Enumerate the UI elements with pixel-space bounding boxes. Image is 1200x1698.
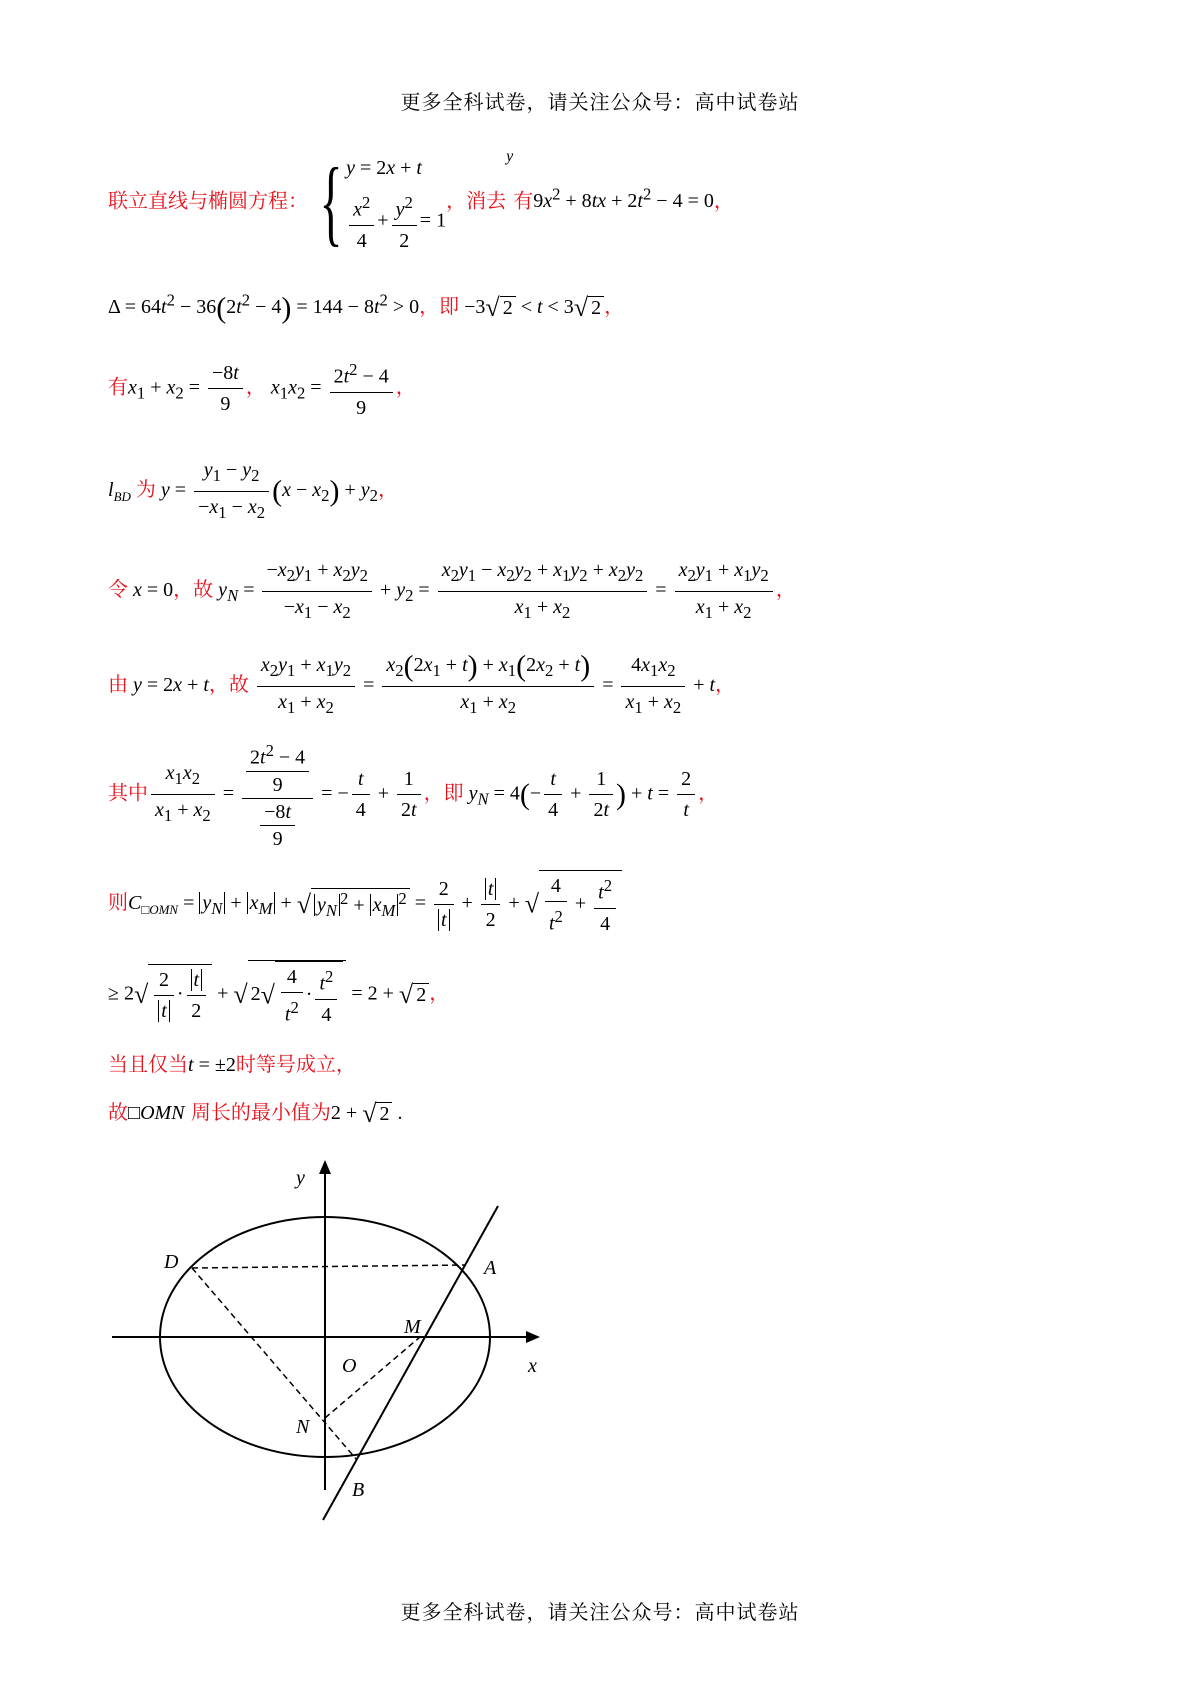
hence-text: 故 xyxy=(108,1100,128,1124)
label-y: y xyxy=(296,1167,305,1189)
triangle-glyph: □ xyxy=(128,1102,141,1124)
equation-system: y = 2x + t $\frac{x^2}{4}$ + $\frac{y^2}{2}$ = 1 xyxy=(346,157,447,252)
min-perimeter-text: 周长的最小值为 xyxy=(190,1100,331,1124)
namely-text: ，即 xyxy=(419,294,460,318)
from-text: 由 xyxy=(108,672,128,697)
label-x: x xyxy=(528,1355,537,1377)
page-footer: 更多全科试卷，请关注公众号：高中试卷站 xyxy=(400,1600,800,1624)
ellipse-figure xyxy=(100,1140,560,1530)
line-substitute: 由 y = 2x + t，故 $\frac{x_2y_1 + x_1y_2}{x_1 + x_2}$ = $\frac{x_2(2x_1 + t) + x_1(2x_2 + t)}{x_1 + x_2}$ = $\frac{4x_1x_2}{x_1 + x_2}$ + t， xyxy=(108,649,736,717)
page-header: 更多全科试卷，请关注公众号：高中试卷站 xyxy=(400,90,800,114)
line-equality-condition: 当且仅当t = ±2时等号成立， xyxy=(108,1052,356,1076)
segment-da xyxy=(192,1265,466,1268)
triangle-glyph-sub: □ xyxy=(141,901,150,917)
left-brace: { xyxy=(319,147,343,255)
line-system: 联立直线与椭圆方程： { y = 2x + t $\frac{x^2}{4}$ + $\frac{y^2}{2}$ = 1 ，消去$^y$有$9x^2 + 8tx + 2t^2 - 4 = 0$， xyxy=(108,147,734,255)
line-conclusion: 故□OMN 周长的最小值为2 + √ 2 . xyxy=(108,1099,403,1129)
line-vieta: 有$x_1 + x_2$ = $\frac{-8t}{9}$ ， $x_1x_2$ = $\frac{2t^2 - 4}{9}$ ， xyxy=(108,355,416,423)
is-text: 为 xyxy=(135,477,156,502)
line-where: 其中 $\frac{x_1x_2}{x_1 + x_2}$ = $\frac{\frac{2t^2 - 4}{9}}{\frac{-8t}{9}}$ = − $\frac{t}{4}$ + $\frac{1}{2t}$ ，即 $y_N = 4(-$ $\frac{t}{4}$ + $\frac{1}{2t}$ ) + t = $\frac{2}{t}$ ， xyxy=(108,738,718,852)
eliminate-text: ，消去 xyxy=(446,188,507,213)
triangle-name-sub: OMN xyxy=(149,901,179,917)
then-text: 则 xyxy=(108,889,128,914)
where-text: 其中 xyxy=(108,780,148,805)
triangle-name: OMN xyxy=(140,1102,185,1124)
y-axis-arrow xyxy=(319,1160,331,1174)
line-inequality: ≥ 2√ $\frac{2}{t}$ · $\frac{t}{2}$ + √ 2√ $\frac{4}{t^2}$ · $\frac{t^2}{4}$ = 2 + √ 2 ， xyxy=(108,960,449,1030)
line-yn: 令 x = 0，故 $y_N$ = $\frac{-x_2y_1 + x_2y_2}{-x_1 - x_2}$ + $y_2$ = $\frac{x_2y_1 - x_2y_2 + x_1y_2 + x_2y_2}{x_1 + x_2}$ = $\frac{x_2y_1 + x_1y_2}{x_1 + x_2}$ ， xyxy=(108,555,796,628)
therefore-text-2: ，故 xyxy=(208,672,249,697)
label-o: O xyxy=(342,1355,357,1377)
namely-text-2: ，即 xyxy=(423,780,464,805)
label-m: M xyxy=(404,1316,421,1338)
have-text: 有 xyxy=(513,188,534,213)
x-axis-arrow xyxy=(526,1331,540,1343)
therefore-text: ，故 xyxy=(173,577,214,602)
line-bd: $l_{BD}$ 为 y = $\frac{y_1 - y_2}{-x_1 - x_2}$ $(x - x_2) + y_2$， xyxy=(108,455,398,528)
equality-text: 时等号成立， xyxy=(235,1052,356,1076)
label-a: A xyxy=(484,1257,497,1279)
label-b: B xyxy=(352,1479,365,1501)
segment-nm xyxy=(325,1337,420,1418)
label-d: D xyxy=(164,1251,179,1273)
label-n: N xyxy=(296,1416,310,1438)
iff-text: 当且仅当 xyxy=(108,1052,188,1076)
have-text-2: 有 xyxy=(108,374,128,399)
system-intro: 联立直线与椭圆方程： xyxy=(108,188,308,213)
eliminated-var: y xyxy=(506,148,514,165)
line-discriminant: $\Delta = 64t^2 - 36(2t^2 - 4) = 144 - 8t^2 > 0$，即 −3√ 2 < t < 3√ 2 ， xyxy=(108,290,625,325)
let-text: 令 xyxy=(108,577,128,602)
line-perimeter: 则$C_{□OMN} = y_N + x_M$ + √ $y_N^2 + x_M^2$ = $\frac{2}{t}$ + $\frac{t}{2}$ + √ $\frac{4}{t^2}$ + $\frac{t^2}{4}$ xyxy=(108,870,622,939)
segment-db xyxy=(192,1268,357,1460)
